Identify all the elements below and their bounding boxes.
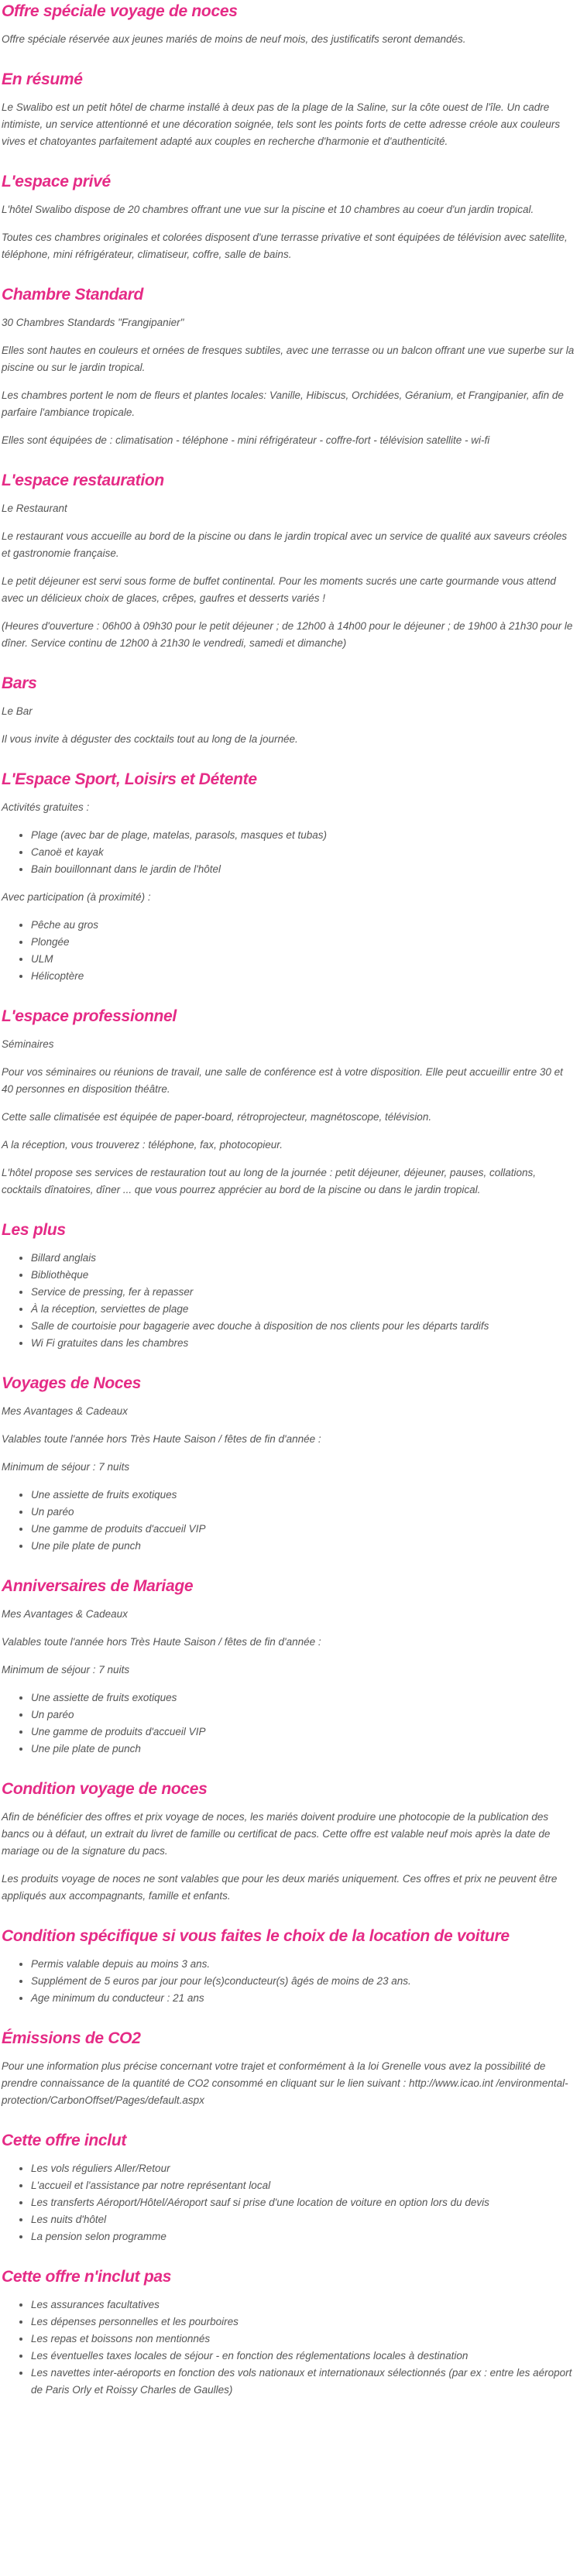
list-item: • Les vols réguliers Aller/Retour bbox=[31, 2160, 576, 2177]
paragraph: Minimum de séjour : 7 nuits bbox=[2, 1461, 130, 1473]
bullet-list bbox=[2, 2296, 576, 2399]
paragraph: Minimum de séjour : 7 nuits bbox=[2, 1664, 130, 1676]
paragraph: Valables toute l'année hors Très Haute Saison / fêtes de fin d'année : bbox=[2, 1636, 321, 1648]
paragraph: Cette salle climatisée est équipée de paper-board, rétroprojecteur, magnétoscope, télévision. bbox=[2, 1111, 432, 1123]
list-item: • L'accueil et l'assistance par notre représentant local bbox=[31, 2177, 576, 2194]
paragraph: Le Restaurant bbox=[2, 503, 67, 514]
list-item: • Les éventuelles taxes locales de séjour - en fonction des réglementations locales à destination bbox=[31, 2348, 576, 2365]
paragraph: L'hôtel Swalibo dispose de 20 chambres offrant une vue sur la piscine et 10 chambres au coeur d'un jardin tropical. bbox=[2, 204, 534, 215]
section-bars bbox=[2, 674, 576, 748]
list-item: • Bibliothèque bbox=[31, 1267, 576, 1284]
list-item: • Les navettes inter-aéroports en fonction des vols nationaux et internationaux sélectionnés (par ex : entre les aéroport de Paris Orly et Roissy Charles de Gaulles) bbox=[31, 2365, 576, 2399]
section-voyages-de-noces bbox=[2, 1374, 576, 1555]
section-heading: Cette offre n'inclut pas bbox=[2, 2268, 172, 2286]
section-heading: Bars bbox=[2, 674, 37, 692]
paragraph: Elles sont hautes en couleurs et ornées de fresques subtiles, avec une terrasse ou un balcon offrant une vue superbe sur la piscine ou sur le jardin tropical. bbox=[2, 345, 575, 373]
bullet-list bbox=[2, 827, 576, 878]
list-item: • ULM bbox=[31, 951, 576, 968]
list-item: • Les assurances facultatives bbox=[31, 2296, 576, 2314]
section-heading: Offre spéciale voyage de noces bbox=[2, 2, 238, 20]
paragraph: Le restaurant vous accueille au bord de la piscine ou dans le jardin tropical avec un service de qualité aux saveurs créoles et gastronomie française. bbox=[2, 530, 568, 559]
paragraph: Mes Avantages & Cadeaux bbox=[2, 1608, 128, 1620]
list-item: • Bain bouillonnant dans le jardin de l'hôtel bbox=[31, 861, 576, 878]
paragraph: Les produits voyage de noces ne sont valables que pour les deux mariés uniquement. Ces offres et prix ne peuvent être appliqués aux accompagnants, famille et enfants. bbox=[2, 1873, 558, 1902]
list-item: • Hélicoptère bbox=[31, 968, 576, 985]
section-en-resume bbox=[2, 70, 576, 150]
paragraph: Activités gratuites : bbox=[2, 801, 90, 813]
section-heading: Condition voyage de noces bbox=[2, 1780, 208, 1798]
paragraph: (Heures d'ouverture : 06h00 à 09h30 pour le petit déjeuner ; de 12h00 à 14h00 pour le déjeuner ; de 19h00 à 21h30 pour le dîner. Service continu de 12h00 à 21h30 le vendredi, samedi et dimanche) bbox=[2, 620, 573, 649]
paragraph: Le Swalibo est un petit hôtel de charme installé à deux pas de la plage de la Saline, sur la côte ouest de l'île. Un cadre intimiste, un service attentionné et une décoration soignée, tels sont les points forts de cette adresse créole aux couleurs vives et chatoyantes parfaitement adapté aux couples en recherche d'harmonie et d'authenticité. bbox=[2, 101, 561, 147]
paragraph: Offre spéciale réservée aux jeunes mariés de moins de neuf mois, des justificatifs seront demandés. bbox=[2, 33, 466, 45]
list-item: • À la réception, serviettes de plage bbox=[31, 1301, 576, 1318]
list-item: • Les nuits d'hôtel bbox=[31, 2211, 576, 2228]
section-anniversaires-de-mariage bbox=[2, 1576, 576, 1758]
paragraph: L'hôtel propose ses services de restauration tout au long de la journée : petit déjeuner, déjeuner, pauses, collations, cocktails dînatoires, dîner ... que vous pourrez apprécier au bord de la piscine ou dans le jardin tropical. bbox=[2, 1167, 537, 1195]
list-item: • Les dépenses personnelles et les pourboires bbox=[31, 2314, 576, 2331]
list-item: • Une gamme de produits d'accueil VIP bbox=[31, 1521, 576, 1538]
section-heading: L'espace privé bbox=[2, 173, 111, 190]
section-l-espace-sport-loisirs-et-detente bbox=[2, 770, 576, 985]
section-heading: Les plus bbox=[2, 1221, 66, 1239]
paragraph: 30 Chambres Standards "Frangipanier" bbox=[2, 317, 184, 328]
section-l-espace-prive bbox=[2, 172, 576, 263]
section-cette-offre-inclut bbox=[2, 2131, 576, 2245]
section-heading: Chambre Standard bbox=[2, 286, 144, 304]
list-item: • Un paréo bbox=[31, 1504, 576, 1521]
section-heading: En résumé bbox=[2, 70, 83, 88]
list-item: • Les repas et boissons non mentionnés bbox=[31, 2331, 576, 2348]
section-heading: Voyages de Noces bbox=[2, 1374, 142, 1392]
paragraph: Mes Avantages & Cadeaux bbox=[2, 1405, 128, 1417]
list-item: • Age minimum du conducteur : 21 ans bbox=[31, 1990, 576, 2007]
section-les-plus bbox=[2, 1220, 576, 1352]
list-item: • Canoë et kayak bbox=[31, 844, 576, 861]
list-item: • Une gamme de produits d'accueil VIP bbox=[31, 1724, 576, 1741]
paragraph: Séminaires bbox=[2, 1038, 54, 1050]
list-item: • Wi Fi gratuites dans les chambres bbox=[31, 1335, 576, 1352]
paragraph: Les chambres portent le nom de fleurs et plantes locales: Vanille, Hibiscus, Orchidées, Géranium, et Frangipanier, afin de parfaire l'ambiance tropicale. bbox=[2, 389, 564, 418]
bullet-list bbox=[2, 2160, 576, 2245]
section-chambre-standard bbox=[2, 285, 576, 449]
bullet-list bbox=[2, 917, 576, 985]
list-item: • Permis valable depuis au moins 3 ans. bbox=[31, 1956, 576, 1973]
paragraph: A la réception, vous trouverez : téléphone, fax, photocopieur. bbox=[2, 1139, 283, 1151]
list-item: • Les transferts Aéroport/Hôtel/Aéroport sauf si prise d'une location de voiture en option lors du devis bbox=[31, 2194, 576, 2211]
section-offre-speciale-voyage-de-noces bbox=[2, 2, 576, 48]
paragraph: Le Bar bbox=[2, 705, 33, 717]
section-condition-specifique-si-vous-faites-le-choix-de-la-location-de-voiture bbox=[2, 1926, 576, 2007]
list-item: • Une pile plate de punch bbox=[31, 1741, 576, 1758]
bullet-list bbox=[2, 1689, 576, 1758]
section-heading: Condition spécifique si vous faites le choix de la location de voiture bbox=[2, 1927, 510, 1945]
list-item: • Billard anglais bbox=[31, 1250, 576, 1267]
section-condition-voyage-de-noces bbox=[2, 1779, 576, 1905]
list-item: • Une assiette de fruits exotiques bbox=[31, 1689, 576, 1706]
list-item: • Service de pressing, fer à repasser bbox=[31, 1284, 576, 1301]
section-l-espace-professionnel bbox=[2, 1007, 576, 1199]
paragraph: Avec participation (à proximité) : bbox=[2, 891, 151, 903]
section-heading: L'Espace Sport, Loisirs et Détente bbox=[2, 770, 257, 788]
paragraph: Afin de bénéficier des offres et prix voyage de noces, les mariés doivent produire une photocopie de la publication des bancs ou à défaut, un extrait du livret de famille ou certificat de pacs. Cette offre est valable neuf mois après la date de mariage ou de la signature du pacs. bbox=[2, 1811, 551, 1857]
paragraph: Il vous invite à déguster des cocktails tout au long de la journée. bbox=[2, 733, 298, 745]
list-item: • Plongée bbox=[31, 934, 576, 951]
list-item: • Une pile plate de punch bbox=[31, 1538, 576, 1555]
paragraph: Le petit déjeuner est servi sous forme de buffet continental. Pour les moments sucrés une carte gourmande vous attend avec un délicieux choix de glaces, crêpes, gaufres et desserts variés ! bbox=[2, 575, 556, 604]
paragraph: Pour vos séminaires ou réunions de travail, une salle de conférence est à votre disposition. Elle peut accueillir entre 30 et 40 personnes en disposition théâtre. bbox=[2, 1066, 563, 1095]
list-item: • Supplément de 5 euros par jour pour le(s)conducteur(s) âgés de moins de 23 ans. bbox=[31, 1973, 576, 1990]
bullet-list bbox=[2, 1250, 576, 1352]
section-cette-offre-n-inclut-pas bbox=[2, 2267, 576, 2399]
section-heading: Anniversaires de Mariage bbox=[2, 1577, 194, 1595]
bullet-list bbox=[2, 1956, 576, 2007]
list-item: • La pension selon programme bbox=[31, 2228, 576, 2245]
section-heading: Émissions de CO2 bbox=[2, 2029, 141, 2047]
section-heading: Cette offre inclut bbox=[2, 2132, 127, 2149]
list-item: • Plage (avec bar de plage, matelas, parasols, masques et tubas) bbox=[31, 827, 576, 844]
paragraph: Toutes ces chambres originales et colorées disposent d'une terrasse privative et sont équipées de télévision avec satellite, téléphone, mini réfrigérateur, climatiseur, coffre, salle de bains. bbox=[2, 232, 568, 260]
paragraph: Valables toute l'année hors Très Haute Saison / fêtes de fin d'année : bbox=[2, 1433, 321, 1445]
paragraph: Pour une information plus précise concernant votre trajet et conformément à la loi Grenelle vous avez la possibilité de prendre connaissance de la quantité de CO2 consommé en cliquant sur le lien suivant : http://www.icao.int /environmental-protection/CarbonOffset/Pages/default.aspx bbox=[2, 2060, 568, 2106]
bullet-list bbox=[2, 1487, 576, 1555]
paragraph: Elles sont équipées de : climatisation - téléphone - mini réfrigérateur - coffre-fort - télévision satellite - wi-fi bbox=[2, 434, 490, 446]
list-item: • Salle de courtoisie pour bagagerie avec douche à disposition de nos clients pour les départs tardifs bbox=[31, 1318, 576, 1335]
section-heading: L'espace restauration bbox=[2, 472, 164, 489]
section-heading: L'espace professionnel bbox=[2, 1007, 177, 1025]
list-item: • Un paréo bbox=[31, 1706, 576, 1724]
list-item: • Une assiette de fruits exotiques bbox=[31, 1487, 576, 1504]
section-emissions-de-co2 bbox=[2, 2029, 576, 2109]
section-l-espace-restauration bbox=[2, 471, 576, 652]
list-item: • Pêche au gros bbox=[31, 917, 576, 934]
